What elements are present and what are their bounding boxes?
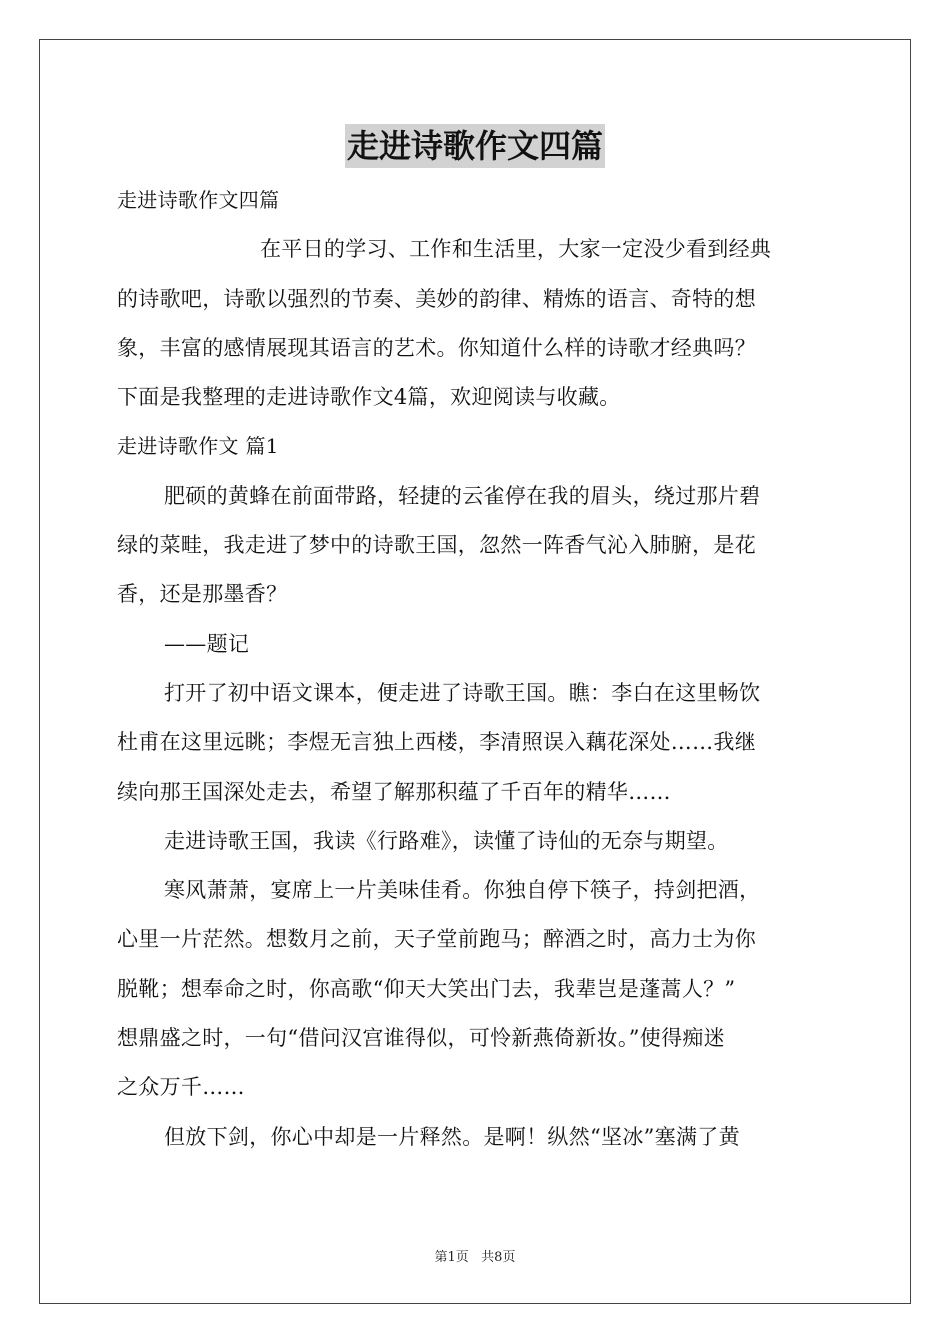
text-line: 续向那王国深处走去，希望了解那积蕴了千百年的精华…… xyxy=(117,779,671,804)
text-line: 但放下剑，你心中却是一片释然。是啊！纵然“坚冰”塞满了黄 xyxy=(164,1124,740,1149)
text-line: 香，还是那墨香？ xyxy=(117,582,288,607)
text-line: 肥硕的黄蜂在前面带路，轻捷的云雀停在我的眉头，绕过那片碧 xyxy=(164,483,761,508)
text-line: 绿的菜畦，我走进了梦中的诗歌王国，忽然一阵香气沁入肺腑，是花 xyxy=(117,533,756,558)
text-line: 走进诗歌作文 篇1 xyxy=(117,434,279,459)
text-line: 寒风萧萧，宴席上一片美味佳肴。你独自停下筷子，持剑把酒， xyxy=(164,878,761,903)
text-line: 杜甫在这里远眺；李煜无言独上西楼，李清照误入藕花深处……我继 xyxy=(117,730,756,755)
text-line: 的诗歌吧，诗歌以强烈的节奏、美妙的韵律、精炼的语言、奇特的想 xyxy=(117,286,756,311)
text-line: 下面是我整理的走进诗歌作文4篇，欢迎阅读与收藏。 xyxy=(117,385,621,410)
page-footer: 第1页 共8页 xyxy=(434,1250,516,1265)
document-title: 走进诗歌作文四篇 xyxy=(345,124,605,168)
text-line: ——题记 xyxy=(164,631,250,656)
text-line: 走进诗歌作文四篇 xyxy=(117,188,280,212)
text-line: 心里一片茫然。想数月之前，天子堂前跑马；醉酒之时，高力士为你 xyxy=(117,927,756,952)
text-line: 在平日的学习、工作和生活里，大家一定没少看到经典 xyxy=(260,237,772,262)
text-line: 脱靴；想奉命之时，你高歌“仰天大笑出门去，我辈岂是蓬蒿人？” xyxy=(117,976,736,1001)
text-line: 象，丰富的感情展现其语言的艺术。你知道什么样的诗歌才经典吗？ xyxy=(117,335,756,360)
text-line: 走进诗歌王国，我读《行路难》，读懂了诗仙的无奈与期望。 xyxy=(164,828,729,853)
text-line: 想鼎盛之时，一句“借问汉宫谁得似，可怜新燕倚新妆。”使得痴迷 xyxy=(117,1026,725,1051)
text-line: 打开了初中语文课本，便走进了诗歌王国。瞧：李白在这里畅饮 xyxy=(164,680,761,705)
document-body xyxy=(117,176,833,1162)
text-line: 之众万千…… xyxy=(117,1075,245,1100)
title-container xyxy=(0,124,950,168)
